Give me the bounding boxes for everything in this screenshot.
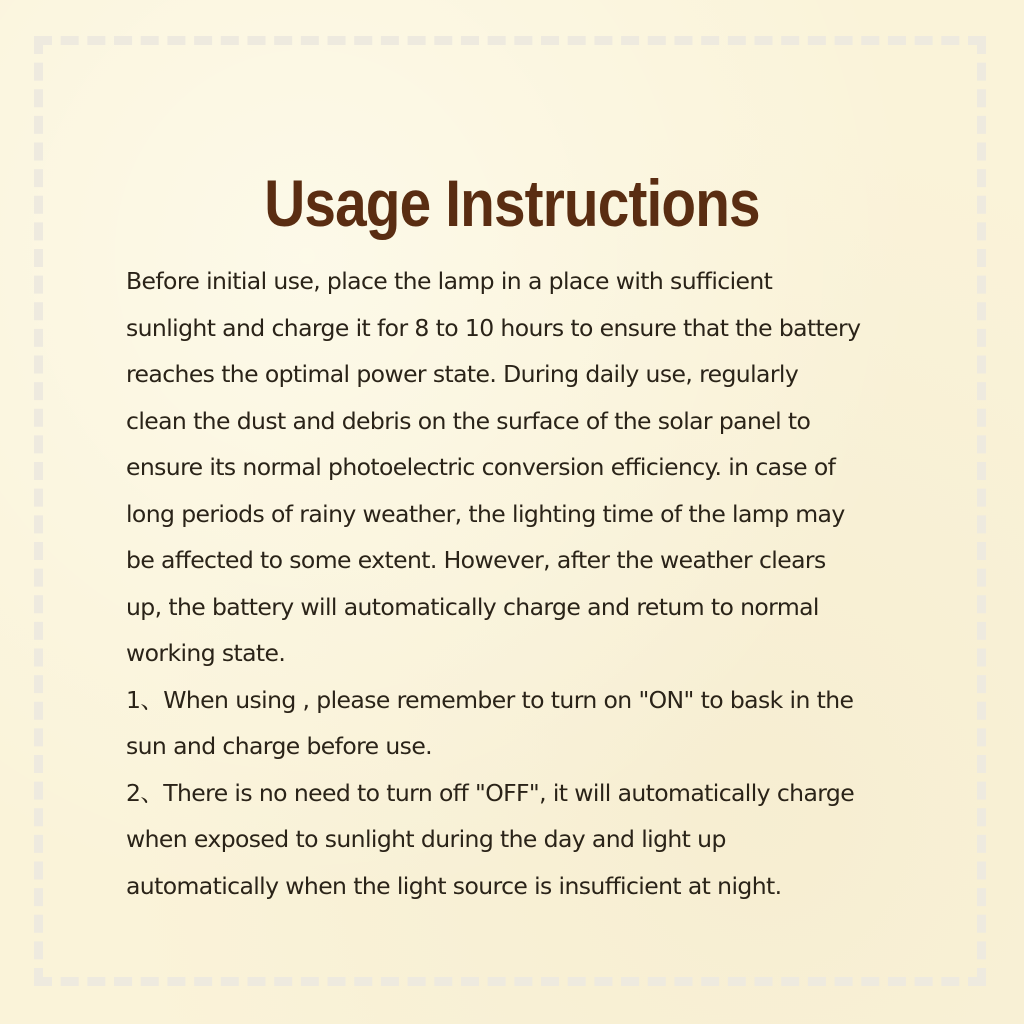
paragraph-line-4: clean the dust and debris on the surface of the solar panel to <box>126 406 811 435</box>
paragraph-line-9: working state. <box>126 639 286 667</box>
paragraph-line-6: long periods of rainy weather, the lighting time of the lamp may <box>126 499 845 528</box>
paragraph-line-7: be affected to some extent. However, after the weather clears <box>126 546 826 574</box>
instruction-2-line-1: 2、There is no need to turn off "OFF", it will automatically charge <box>126 778 855 807</box>
paragraph-line-8: up, the battery will automatically charge and retum to normal <box>126 592 819 621</box>
instruction-2-line-3: automatically when the light source is insufficient at night. <box>126 871 782 900</box>
instruction-2-line-2: when exposed to sunlight during the day and light up <box>126 825 726 853</box>
instruction-1-line-2: sun and charge before use. <box>126 732 433 760</box>
instruction-1-line-1: 1、When using , please remember to turn on "ON" to bask in the <box>126 685 854 714</box>
page-title: Usage Instructions <box>264 166 760 240</box>
instructions-body <box>126 258 926 909</box>
paragraph-line-5: ensure its normal photoelectric conversion efficiency. in case of <box>126 453 836 481</box>
paragraph-line-3: reaches the optimal power state. During daily use, regularly <box>126 360 799 388</box>
paragraph-line-1: Before initial use, place the lamp in a place with sufficient <box>126 267 773 295</box>
instructions-card <box>126 160 926 909</box>
paragraph-line-2: sunlight and charge it for 8 to 10 hours to ensure that the battery <box>126 313 861 342</box>
